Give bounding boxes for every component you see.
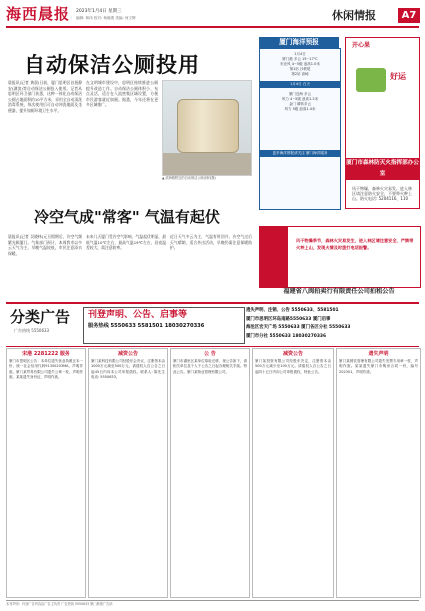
weather-footer: 更多海洋预报请关注 厦门海洋服务 bbox=[260, 150, 340, 157]
fire-prevention-ad bbox=[345, 37, 420, 209]
notice-title: 减资公告 bbox=[117, 351, 138, 357]
weather-title: 厦门海洋预报 bbox=[259, 37, 339, 48]
weather-line: 风力 4~5级 浪高1.2米 bbox=[281, 97, 319, 101]
weather-line: 东北风 4~5级 浪高1.0米 bbox=[280, 62, 320, 66]
ad-red-band: 厦门市森林防灭火指挥部办公室 bbox=[346, 158, 419, 180]
classified-line: 厦门市分社 5550633 18030270336 bbox=[246, 333, 327, 339]
classified-line: 厦门市思明区环岛南路5550633 厦门启事 bbox=[246, 316, 331, 322]
photo-caption: ▲ 滨海路附近的自动保洁公厕(林伟摄) bbox=[162, 176, 216, 180]
notice-column bbox=[88, 348, 168, 598]
green-sign bbox=[356, 68, 386, 92]
notice-column bbox=[252, 348, 334, 598]
weather-line: 第1站 沙坡尾 bbox=[289, 67, 311, 71]
article-body: 近日天气多云为主，气温有所回升，冷空气过后天气晴朗，适合外出活动，早晚仍需注意保暖防护。 bbox=[170, 234, 252, 251]
weather-line: 1月4日 白天 bbox=[260, 81, 340, 88]
classified-head-phone: 服务热线 5550633 5581501 18030270336 bbox=[88, 323, 205, 330]
weather-line: 第2站 高崎 bbox=[291, 72, 309, 76]
weather-line: 厦门港 多云 15~17℃ bbox=[282, 57, 318, 61]
editor-credits: 编辑: 林伟 校对: 杨晓燕 美编: 何文辉 bbox=[76, 16, 136, 20]
article-headline: 冷空气成"常客" 气温有起伏 bbox=[34, 208, 220, 226]
notice-text: 厦门市思明区公告：本单位遗失营业执照正本一份，统一社会信用代码91350203MA，声明作废。厦门某贸易有限公司遗失公章一枚，声明作废。某某遗失身份证，声明作废。 bbox=[9, 359, 83, 379]
slogan-box bbox=[259, 226, 421, 288]
weather-line: 风力 5级 浪高1.4米 bbox=[284, 107, 316, 111]
masthead bbox=[6, 4, 419, 28]
notice-column bbox=[6, 348, 86, 598]
notice-column bbox=[336, 348, 421, 598]
page-footer: 本刊声明：刊登广告内容由广告主负责 广告热线 5550633 厦门晨报广告部 bbox=[6, 600, 419, 606]
section-title: 休闲情报 bbox=[332, 9, 376, 22]
article-body: 晨报讯(记者 黄晨)日前，厦门思明区首批静安(湖滨)等自动保洁公厕投入使用。记者从思明区环卫部门获悉，这种一体化自动保洁公厕占地面积约10平方米，采用全自动清洗消毒系统，每次使用后可自动冲洗地面及坐便器，提升如厕环境卫生水平。 bbox=[8, 80, 82, 113]
photo-ground bbox=[163, 153, 251, 175]
slogan-bar bbox=[260, 227, 288, 287]
newspaper-logo: 海西晨报 bbox=[6, 5, 71, 23]
weather-line: 金门 晴转多云 bbox=[288, 102, 312, 106]
article-body: 在文明城市建设中，思明区持续推进公厕提升改造工作。自动保洁公厕体积小、布点灵活，适合在人流密集区域设置，方便市民游客就近如厕。据悉，今年还将在更多区域推广。 bbox=[86, 80, 158, 108]
notice-title: 公 告 bbox=[204, 351, 216, 357]
notice-text: 厦门某投资有限公司经股东决定，注册资本由500万元减少至100万元。请债权人自公告之日起四十五日内向公司申报债权，特此公告。 bbox=[255, 359, 331, 374]
classified-right bbox=[246, 307, 419, 341]
classified-head bbox=[83, 307, 245, 344]
classified-sub: 广告热线 5550633 bbox=[14, 328, 50, 333]
weather-line: 1月4日 bbox=[294, 52, 306, 56]
classified-line: 遗失声明、注销、公告 5550633、5581501 bbox=[246, 308, 339, 313]
weather-box bbox=[259, 48, 341, 210]
notice-text: 厦门某科技有限公司经股东会决议，注册资本由1000万元减至500万元，请债权人自公告之日起45日内向本公司申报债权。联系人: 陈先生 电话: 5550633。 bbox=[91, 359, 165, 379]
ad-text: 风干物燥，森林火灾易发。进入林区请注意防火安全，不要带火种上山。防火电话: 5204116、110 bbox=[352, 186, 412, 202]
page-number: A7 bbox=[398, 8, 420, 23]
company-notice-title: 福建省八闽拍卖行有限责任公司拍租公告 bbox=[283, 288, 395, 295]
slogan-text: 风干物燥季节，森林火灾易发生，进入林区请注意安全，严禁带火种上山，发现火情及时拨打电话报警。 bbox=[296, 238, 414, 250]
classified-head-title: 刊登声明、公告、启事等 bbox=[88, 310, 188, 320]
classified-title: 分类广告 bbox=[10, 308, 71, 326]
classified-line: 海沧区宏天广场 5550633 厦门各区分社 5550633 bbox=[246, 325, 351, 330]
notice-title: 遗失声明 bbox=[368, 351, 389, 357]
notice-text: 厦门市湖里区某单位原址迁移，现公告如下，请相关单位及个人于公告之日起办理相关手续。特此公告。厦门某物业管理有限公司。 bbox=[173, 359, 247, 374]
article-headline: 自动保洁公厕投用 bbox=[24, 53, 200, 77]
weather-line: 厦门近海 多云 bbox=[288, 92, 312, 96]
toilet-photo bbox=[162, 80, 252, 176]
article-body: 未来几天厦门受冷空气影响，气温起伏明显，最低气温10℃左右，最高气温19℃左右，昼夜温差较大，需注意防寒。 bbox=[86, 234, 166, 251]
article-body: 晨报讯(记者 吴晓林)元旦假期后，冷空气频繁光顾厦门。气象部门预计，本周我市以多云天气为主，早晚气温较低，市民注意添衣保暖。 bbox=[8, 234, 82, 256]
notice-column bbox=[170, 348, 250, 598]
notice-title: 宋港 2281222 服务 bbox=[22, 351, 70, 357]
issue-date: 2023年1月4日 星期三 bbox=[76, 9, 122, 14]
notice-text: 厦门某餐饮管理有限公司遗失发票专用章一枚，声明作废。某某遗失厦门市购房合同一份，编号202301，声明作废。 bbox=[339, 359, 418, 374]
notice-title: 减资公告 bbox=[282, 351, 303, 357]
ad-head: 开心果 bbox=[352, 42, 371, 49]
ad-slogan: 好运 bbox=[390, 72, 406, 81]
toilet-unit bbox=[177, 99, 239, 153]
classified-band bbox=[6, 302, 419, 347]
